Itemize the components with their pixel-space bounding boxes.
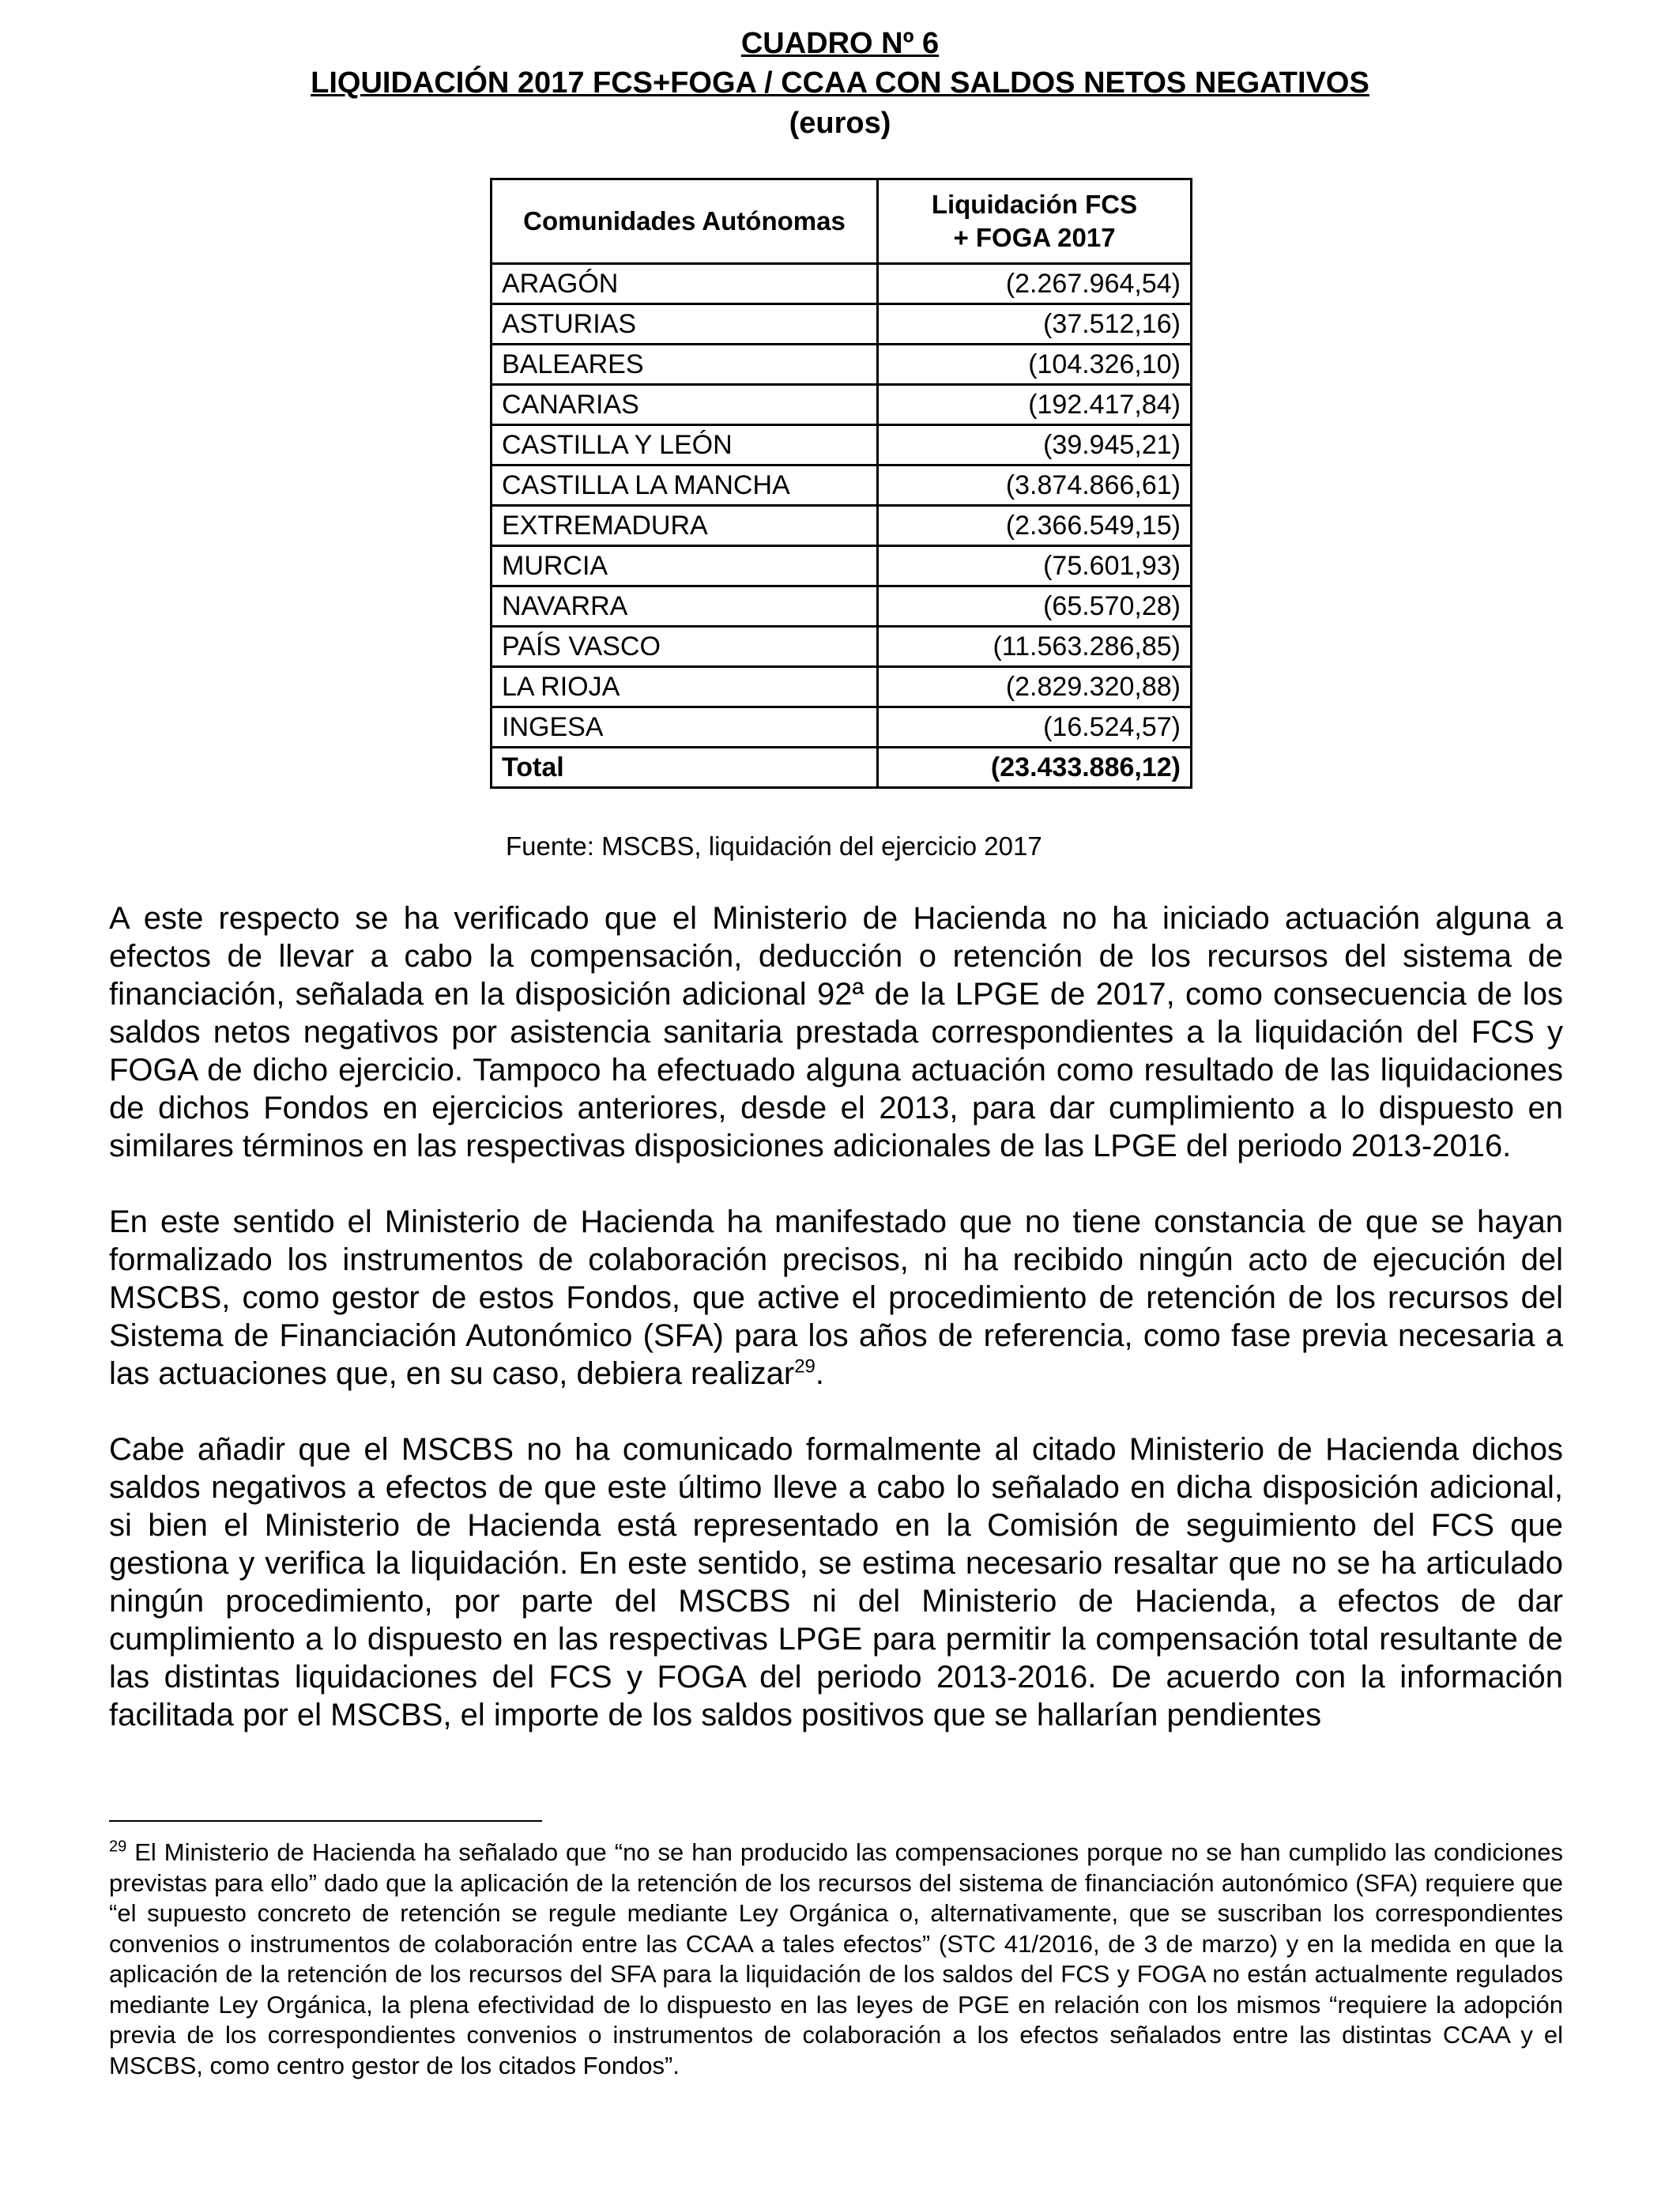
- region-value: (104.326,10): [878, 345, 1192, 385]
- footnote-number: 29: [109, 1838, 127, 1856]
- region-name: PAÍS VASCO: [492, 627, 878, 667]
- region-name: ASTURIAS: [492, 304, 878, 345]
- table-total-row: [492, 748, 1192, 788]
- region-name: INGESA: [492, 707, 878, 748]
- footnote-text: El Ministerio de Hacienda ha señalado que “no se han producido las compensaciones porque no se han cumplido las condiciones previstas para ello” dado que la aplicación de la retención de los recursos del sistema de financiación autonómico (SFA) requiere que “el supuesto concreto de retención se regule mediante Ley Orgánica o, alternativamente, que se suscriban los correspondientes convenios o instrumentos de colaboración entre las CCAA a tales efectos” (STC 41/2016, de 3 de marzo) y en la medida en que la aplicación de la retención de los recursos del SFA para la liquidación de los saldos del FCS y FOGA no están actualmente regulados mediante Ley Orgánica, la plena efectividad de lo dispuesto en las leyes de PGE en relación con los mismos “requiere la adopción previa de los correspondientes convenios o instrumentos de colaboración a los efectos señalados entre las distintas CCAA y el MSCBS, como centro gestor de los citados Fondos”.: [109, 1838, 1563, 2079]
- region-name: CANARIAS: [492, 385, 878, 425]
- total-label: Total: [492, 748, 878, 788]
- region-value: (16.524,57): [878, 707, 1192, 748]
- region-name: ARAGÓN: [492, 264, 878, 304]
- table-row: [492, 627, 1192, 667]
- table-row: [492, 385, 1192, 425]
- table-row: [492, 466, 1192, 506]
- region-name: EXTREMADURA: [492, 506, 878, 546]
- region-value: (11.563.286,85): [878, 627, 1192, 667]
- table-row: [492, 304, 1192, 345]
- region-value: (2.829.320,88): [878, 667, 1192, 707]
- region-name: BALEARES: [492, 345, 878, 385]
- table-header-row: [492, 179, 1192, 264]
- footnote-reference[interactable]: 29: [794, 1355, 816, 1378]
- table-title: LIQUIDACIÓN 2017 FCS+FOGA / CCAA CON SALDOS NETOS NEGATIVOS: [311, 66, 1369, 100]
- region-value: (2.366.549,15): [878, 506, 1192, 546]
- body-text: [109, 899, 1563, 1772]
- region-value: (192.417,84): [878, 385, 1192, 425]
- header-value: Liquidación FCS + FOGA 2017: [878, 179, 1192, 264]
- region-name: CASTILLA Y LEÓN: [492, 425, 878, 466]
- region-value: (75.601,93): [878, 546, 1192, 586]
- table-source: Fuente: MSCBS, liquidación del ejercicio 2017: [506, 831, 1042, 861]
- footnote: [109, 1838, 1563, 2081]
- header-region: Comunidades Autónomas: [492, 179, 878, 264]
- table-number: CUADRO Nº 6: [740, 27, 940, 60]
- total-value: (23.433.886,12): [878, 748, 1192, 788]
- footnote-separator: [109, 1820, 542, 1822]
- region-name: NAVARRA: [492, 586, 878, 627]
- settlement-table: [490, 178, 1192, 789]
- table-row: [492, 586, 1192, 627]
- paragraph-1: A este respecto se ha verificado que el Ministerio de Hacienda no ha iniciado actuación alguna a efectos de llevar a cabo la compensación, deducción o retención de los recursos del sistema de financiación, señalada en la disposición adicional 92ª de la LPGE de 2017, como consecuencia de los saldos netos negativos por asistencia sanitaria prestada correspondientes a la liquidación del FCS y FOGA de dicho ejercicio. Tampoco ha efectuado alguna actuación como resultado de las liquidaciones de dichos Fondos en ejercicios anteriores, desde el 2013, para dar cumplimiento a lo dispuesto en similares términos en las respectivas disposiciones adicionales de las LPGE del periodo 2013-2016.: [109, 901, 1563, 1163]
- paragraph-2: En este sentido el Ministerio de Hacienda ha manifestado que no tiene constancia de que se hayan formalizado los instrumentos de colaboración precisos, ni ha recibido ningún acto de ejecución del MSCBS, como gestor de estos Fondos, que active el procedimiento de retención de los recursos del Sistema de Financiación Autonómico (SFA) para los años de referencia, como fase previa necesaria a las actuaciones que, en su caso, debiera realizar$^{29}$.: [109, 1204, 1563, 1391]
- region-name: CASTILLA LA MANCHA: [492, 466, 878, 506]
- table-row: [492, 707, 1192, 748]
- region-value: (65.570,28): [878, 586, 1192, 627]
- region-name: MURCIA: [492, 546, 878, 586]
- region-value: (3.874.866,61): [878, 466, 1192, 506]
- table-heading: [0, 24, 1680, 144]
- table-row: [492, 345, 1192, 385]
- table-row: [492, 506, 1192, 546]
- table-row: [492, 667, 1192, 707]
- region-value: (37.512,16): [878, 304, 1192, 345]
- region-value: (39.945,21): [878, 425, 1192, 466]
- region-name: LA RIOJA: [492, 667, 878, 707]
- table-row: [492, 264, 1192, 304]
- paragraph-3: Cabe añadir que el MSCBS no ha comunicado formalmente al citado Ministerio de Hacienda dichos saldos negativos a efectos de que este último lleve a cabo lo señalado en dicha disposición adicional, si bien el Ministerio de Hacienda está representado en la Comisión de seguimiento del FCS que gestiona y verifica la liquidación. En este sentido, se estima necesario resaltar que no se ha articulado ningún procedimiento, por parte del MSCBS ni del Ministerio de Hacienda, a efectos de dar cumplimiento a lo dispuesto en las respectivas LPGE para permitir la compensación total resultante de las distintas liquidaciones del FCS y FOGA del periodo 2013-2016. De acuerdo con la información facilitada por el MSCBS, el importe de los saldos positivos que se hallarían pendientes: [109, 1432, 1563, 1732]
- table-row: [492, 425, 1192, 466]
- settlement-table-container: [490, 178, 1192, 789]
- table-row: [492, 546, 1192, 586]
- table-units: (euros): [789, 107, 891, 140]
- region-value: (2.267.964,54): [878, 264, 1192, 304]
